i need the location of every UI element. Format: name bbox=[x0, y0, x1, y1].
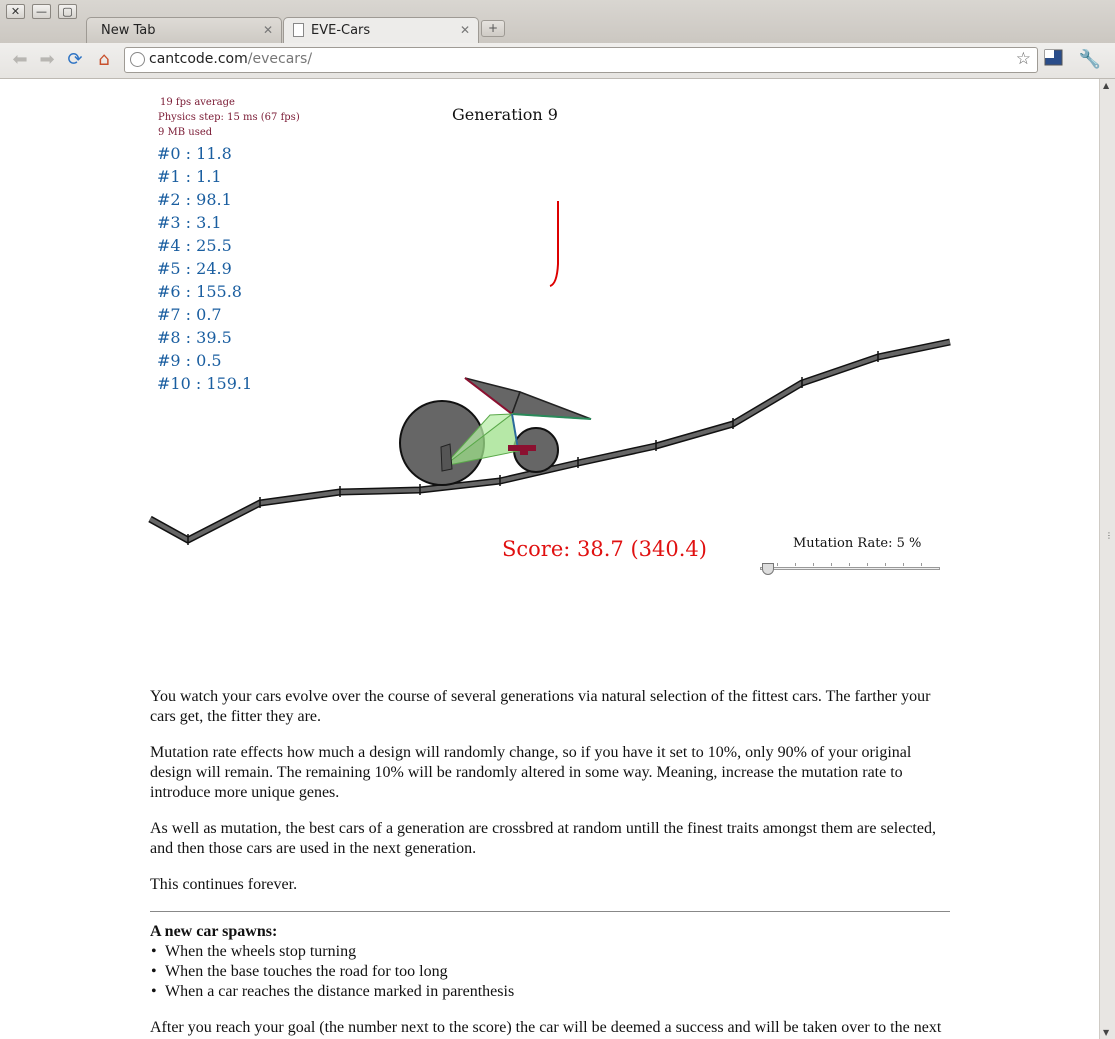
globe-icon bbox=[130, 52, 145, 67]
url-path: /evecars/ bbox=[247, 51, 313, 67]
tab-eve-cars[interactable] bbox=[283, 17, 479, 44]
close-tab-icon[interactable]: ✕ bbox=[459, 23, 470, 37]
page-menu-icon bbox=[1044, 48, 1064, 68]
page-icon bbox=[293, 23, 304, 37]
score-item: #1 : 1.1 bbox=[157, 167, 222, 186]
paragraph: This continues forever. bbox=[150, 876, 298, 893]
maximize-window-button[interactable] bbox=[58, 4, 77, 19]
score-display: Score: 38.7 (340.4) bbox=[502, 537, 707, 561]
paragraph: As well as mutation, the best cars of a generation are crossbred at random untill the finest traits amongst them are selected, and then those cars are used in the next generation. bbox=[150, 820, 936, 857]
plus-icon: + bbox=[487, 21, 499, 35]
generation-title: Generation 9 bbox=[452, 105, 558, 124]
score-item: #9 : 0.5 bbox=[157, 351, 222, 370]
simulation-canvas bbox=[0, 79, 1099, 599]
score-item: #0 : 11.8 bbox=[157, 144, 232, 163]
mutation-rate-slider[interactable] bbox=[760, 561, 940, 575]
fps-text: 19 fps average bbox=[160, 97, 235, 108]
list-item: • When the base touches the road for too long bbox=[165, 962, 950, 982]
tab-label: New Tab bbox=[101, 23, 156, 38]
close-icon: ✕ bbox=[10, 5, 21, 18]
list-item: • When the wheels stop turning bbox=[165, 942, 950, 962]
new-tab-button[interactable] bbox=[481, 20, 505, 37]
score-item: #6 : 155.8 bbox=[157, 282, 242, 301]
close-window-button[interactable] bbox=[6, 4, 25, 19]
spawn-heading: A new car spawns: bbox=[150, 923, 278, 940]
slider-track[interactable] bbox=[760, 567, 940, 570]
score-item: #8 : 39.5 bbox=[157, 328, 232, 347]
back-button[interactable] bbox=[8, 48, 32, 72]
home-button[interactable] bbox=[92, 48, 116, 72]
description-article bbox=[150, 687, 950, 1039]
physics-step-text: Physics step: 15 ms (67 fps) bbox=[158, 112, 300, 123]
url-host: cantcode.com bbox=[149, 51, 248, 67]
score-item: #7 : 0.7 bbox=[157, 305, 222, 324]
scroll-up-icon[interactable]: ▲ bbox=[1103, 81, 1110, 90]
bookmark-star-icon[interactable]: ☆ bbox=[1015, 49, 1031, 69]
minimize-window-button[interactable] bbox=[32, 4, 51, 19]
distance-marker bbox=[550, 201, 558, 286]
minimize-icon: — bbox=[36, 5, 47, 18]
score-item: #4 : 25.5 bbox=[157, 236, 232, 255]
score-item: #3 : 3.1 bbox=[157, 213, 222, 232]
reload-icon: ⟳ bbox=[67, 49, 83, 70]
memory-text: 9 MB used bbox=[158, 127, 213, 138]
spawn-conditions-list bbox=[150, 942, 950, 1002]
divider bbox=[150, 911, 950, 912]
tab-label: EVE-Cars bbox=[311, 23, 371, 38]
vertical-scrollbar[interactable] bbox=[1099, 79, 1115, 1039]
url-text[interactable] bbox=[149, 51, 312, 67]
maximize-icon: ▢ bbox=[62, 5, 73, 18]
list-item: • When a car reaches the distance marked in parenthesis bbox=[165, 982, 950, 1002]
close-tab-icon[interactable]: ✕ bbox=[262, 23, 273, 37]
title-bar bbox=[0, 0, 1115, 44]
home-icon: ⌂ bbox=[98, 49, 110, 70]
score-item: #10 : 159.1 bbox=[157, 374, 253, 393]
wrench-menu-button[interactable] bbox=[1078, 48, 1102, 72]
tab-new-tab[interactable] bbox=[86, 17, 282, 44]
scroll-down-icon[interactable]: ▼ bbox=[1103, 1028, 1110, 1037]
wrench-icon: 🔧 bbox=[1078, 49, 1102, 70]
address-bar[interactable] bbox=[124, 47, 1038, 73]
score-item: #2 : 98.1 bbox=[157, 190, 232, 209]
page-viewport bbox=[0, 79, 1099, 1039]
score-item: #5 : 24.9 bbox=[157, 259, 232, 278]
slider-handle[interactable] bbox=[762, 563, 774, 575]
paragraph: You watch your cars evolve over the course of several generations via natural selection of the fittest cars. The farther your cars get, the fitter they are. bbox=[150, 688, 931, 725]
mutation-rate-label: Mutation Rate: 5 % bbox=[793, 536, 922, 551]
forward-arrow-icon: ➡ bbox=[39, 49, 55, 70]
reload-button[interactable] bbox=[63, 48, 87, 72]
paragraph: After you reach your goal (the number next to the score) the car will be deemed a success and will be taken over to the next bbox=[150, 1019, 942, 1036]
forward-button[interactable] bbox=[35, 48, 59, 72]
page-menu-button[interactable] bbox=[1042, 48, 1066, 72]
paragraph: Mutation rate effects how much a design will randomly change, so if you have it set to 10%, only 90% of your original design will remain. The remaining 10% will be randomly altered in some way. Meaning, increase the mutation rate to introduce more unique genes. bbox=[150, 744, 912, 801]
scroll-grip-icon[interactable]: ⋮ bbox=[1105, 531, 1113, 540]
toolbar bbox=[0, 43, 1115, 79]
back-arrow-icon: ⬅ bbox=[12, 49, 28, 70]
